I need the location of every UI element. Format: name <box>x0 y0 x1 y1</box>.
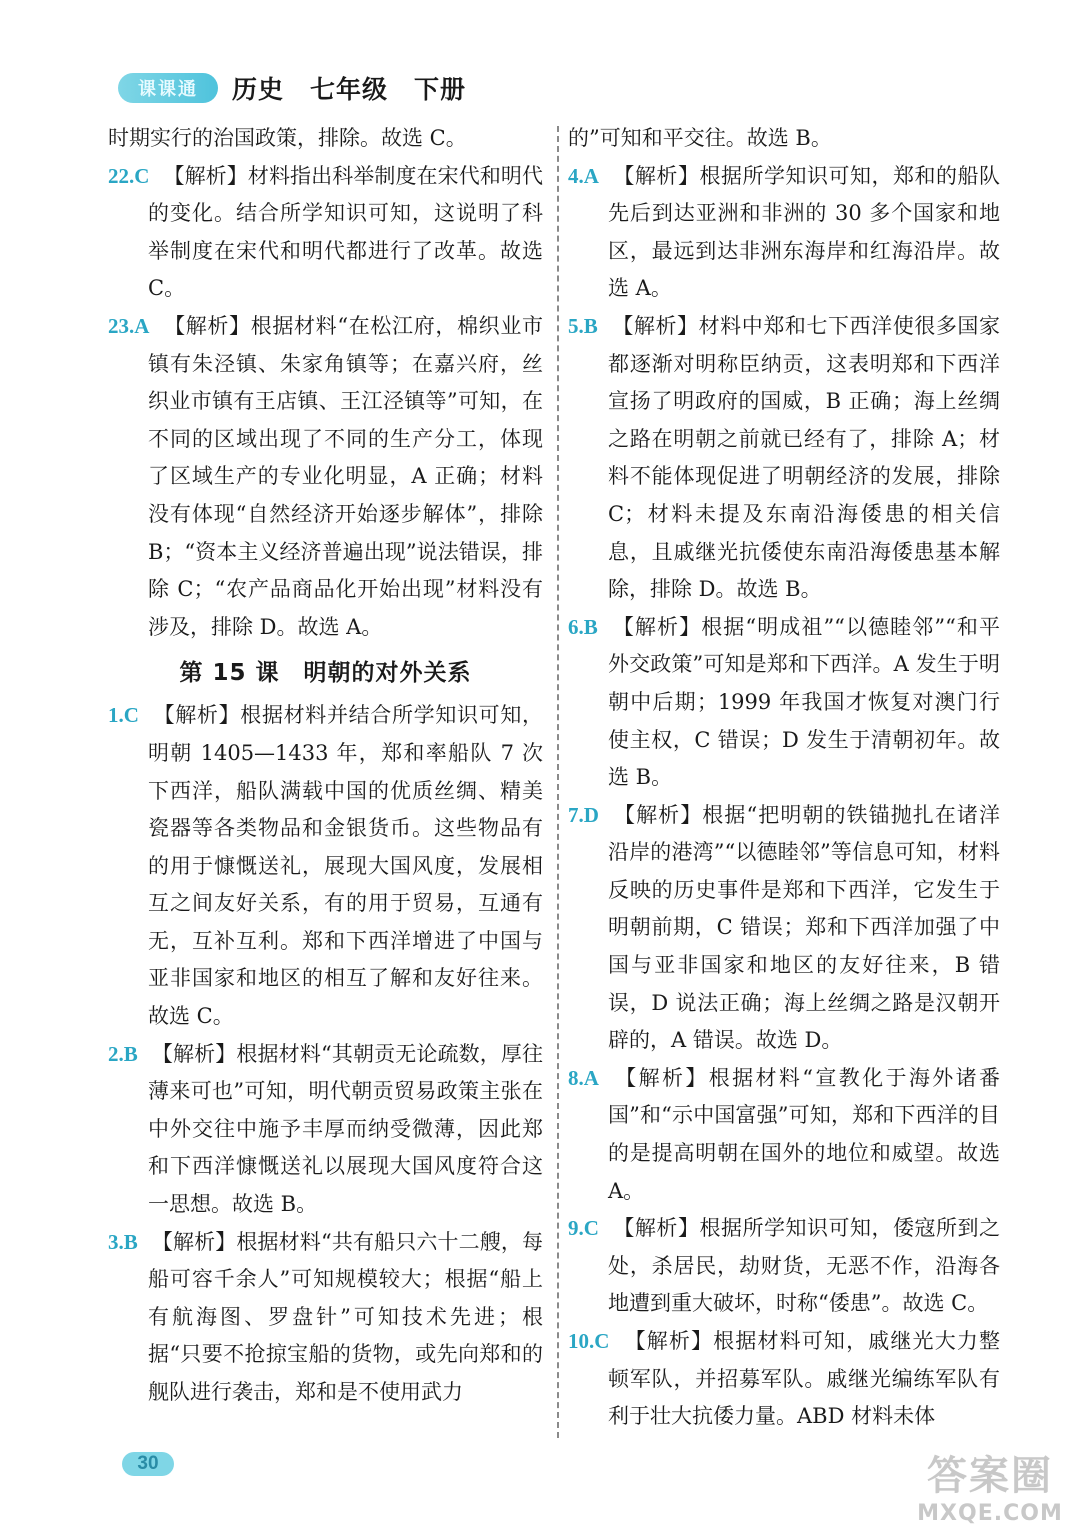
item-answer: B <box>583 313 598 338</box>
item-explanation: 【解析】根据“明成祖”“以德睦邻”“和平外交政策”可知是郑和下西洋。A 发生于明朝中后期；1999 年我国才恢复对澳门行使主权，C 错误；D 发生于清朝初年。故选 B。 <box>608 614 1000 790</box>
answer-item-22 <box>108 158 543 308</box>
watermark-logo <box>900 1440 1080 1530</box>
item-number: 7. <box>568 802 584 827</box>
item-answer: B <box>583 614 598 639</box>
item-number: 10. <box>568 1329 595 1353</box>
item-number: 6. <box>568 614 584 639</box>
book-title: 历史 七年级 下册 <box>232 75 467 104</box>
item-answer: B <box>123 1229 138 1254</box>
answer-item-2 <box>108 1036 543 1224</box>
answer-item-9 <box>568 1210 1000 1323</box>
answer-item-23 <box>108 308 543 646</box>
left-column <box>108 120 543 1412</box>
answer-item-8 <box>568 1060 1000 1210</box>
item-explanation: 【解析】根据材料“宣教化于海外诸番国”和“示中国富强”可知，郑和下西洋的目的是提高明朝在国外的地位和威望。故选 A。 <box>608 1065 1000 1203</box>
item-explanation: 【解析】根据材料“在松江府，棉织业市镇有朱泾镇、朱家角镇等；在嘉兴府，丝织业市镇有王店镇、王江泾镇等”可知，在不同的区域出现了不同的生产分工，体现了区域生产的专业化明显，A 正确；材料没有体现“自然经济开始逐步解体”，排除 B；“资本主义经济普遍出现”说法错误，排除 C；“农产品商品化开始出现”材料没有涉及，排除 D。故选 A。 <box>148 313 543 639</box>
item-answer: B <box>123 1041 138 1066</box>
page-header <box>118 66 466 110</box>
answer-item-6 <box>568 609 1000 797</box>
answer-item-1 <box>108 697 543 1035</box>
item-answer: C <box>123 703 139 728</box>
item-explanation: 【解析】材料中郑和七下西洋使很多国家都逐渐对明称臣纳贡，这表明郑和下西洋宣扬了明政府的国威，B 正确；海上丝绸之路在明朝之前就已经有了，排除 A；材料不能体现促进了明朝经济的发展，排除 C；材料未提及东南沿海倭患的相关信息，且戚继光抗倭使东南沿海倭患基本解除，排除 D。故选 B。 <box>608 313 1000 602</box>
item-answer: C <box>583 1216 599 1241</box>
item-answer: C <box>594 1329 610 1353</box>
item-number: 5. <box>568 313 584 338</box>
item-answer: D <box>583 802 599 827</box>
answer-item-4 <box>568 158 1000 308</box>
item-number: 3. <box>108 1229 124 1254</box>
answer-item-7 <box>568 797 1000 1060</box>
item-number: 22. <box>108 163 135 188</box>
watermark-text: 答案圈 <box>927 1453 1053 1499</box>
right-column <box>568 120 1000 1436</box>
item-explanation: 【解析】根据所学知识可知，倭寇所到之处，杀居民，劫财货，无恶不作，沿海各地遭到重大破坏，时称“倭患”。故选 C。 <box>608 1216 1000 1316</box>
answer-item-5 <box>568 308 1000 609</box>
continued-text: 的”可知和平交往。故选 B。 <box>568 126 832 150</box>
item-answer: C <box>134 163 150 188</box>
item-explanation: 【解析】根据材料“其朝贡无论疏数，厚往薄来可也”可知，明代朝贡贸易政策主张在中外交往中施予丰厚而纳受微薄，因此郑和下西洋慷慨送礼以展现大国风度符合这一思想。故选 B。 <box>148 1041 543 1217</box>
page-number: 30 <box>122 1452 174 1476</box>
continued-text: 时期实行的治国政策，排除。故选 C。 <box>108 126 467 150</box>
item-number: 1. <box>108 703 124 728</box>
item-answer: A <box>134 313 150 338</box>
item-number: 2. <box>108 1041 124 1066</box>
watermark-url: MXQE.COM <box>917 1501 1063 1526</box>
item-number: 9. <box>568 1216 584 1241</box>
item-explanation: 【解析】根据材料可知，戚继光大力整顿军队，并招募军队。戚继光编练军队有利于壮大抗倭力量。ABD 材料未体 <box>608 1329 1000 1429</box>
item-explanation: 【解析】根据所学知识可知，郑和的船队先后到达亚洲和非洲的 30 多个国家和地区，最远到达非洲东海岸和红海沿岸。故选 A。 <box>608 163 1000 301</box>
item-explanation: 【解析】材料指出科举制度在宋代和明代的变化。结合所学知识可知，这说明了科举制度在宋代和明代都进行了改革。故选 C。 <box>148 163 543 301</box>
series-logo: 课课通 <box>118 73 218 103</box>
column-divider <box>557 126 559 1438</box>
item-answer: A <box>583 163 599 188</box>
item-number: 23. <box>108 313 135 338</box>
answer-item-10 <box>568 1323 1000 1436</box>
item-number: 8. <box>568 1065 584 1090</box>
item-number: 4. <box>568 163 584 188</box>
item-explanation: 【解析】根据材料“共有船只六十二艘，每船可容千余人”可知规模较大；根据“船上有航海图、罗盘针”可知技术先进；根据“只要不抢掠宝船的货物，或先向郑和的舰队进行袭击，郑和是不使用武力 <box>148 1229 543 1404</box>
answer-item-3 <box>108 1224 543 1412</box>
item-explanation: 【解析】根据材料并结合所学知识可知，明朝 1405—1433 年，郑和率船队 7 次下西洋，船队满载中国的优质丝绸、精美瓷器等各类物品和金银货币。这些物品有的用于慷慨送礼，展现大国风度，发展相互之间友好关系，有的用于贸易，互通有无，互补互利。郑和下西洋增进了中国与亚非国家和地区的相互了解和友好往来。故选 C。 <box>148 703 543 1029</box>
item-answer: A <box>583 1065 599 1090</box>
item-explanation: 【解析】根据“把明朝的铁锚抛扎在诸洋沿岸的港湾”“以德睦邻”等信息可知，材料反映的历史事件是郑和下西洋，它发生于明朝前期，C 错误；郑和下西洋加强了中国与亚非国家和地区的友好往来，B 错误，D 说法正确；海上丝绸之路是汉朝开辟的，A 错误。故选 D。 <box>608 802 1000 1053</box>
lesson-title: 第 15 课 明朝的对外关系 <box>179 660 472 687</box>
